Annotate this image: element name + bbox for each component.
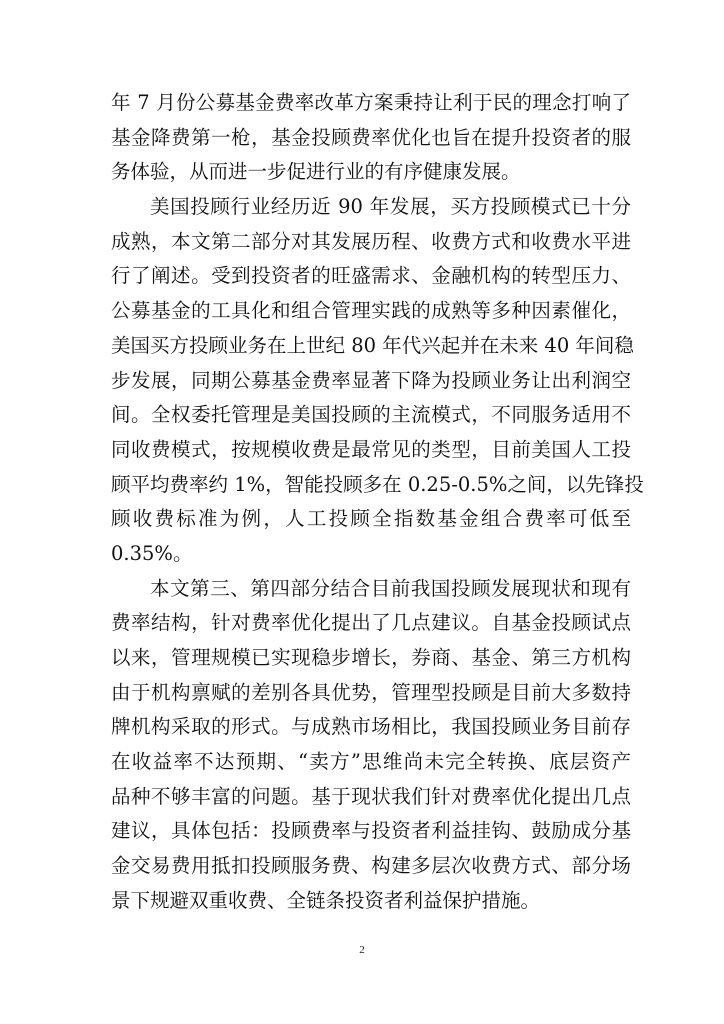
text-line: 成熟，本文第二部分对其发展历程、收费方式和收费水平进 (111, 229, 631, 253)
body-text (111, 86, 644, 919)
text-line: 间。全权委托管理是美国投顾的主流模式，不同服务适用不 (111, 403, 631, 427)
text-line: 以来，管理规模已实现稳步增长，券商、基金、第三方机构 (111, 646, 631, 669)
text-line: 费率结构，针对费率优化提出了几点建议。自基金投顾试点 (111, 611, 631, 635)
text-line: 牌机构采取的形式。与成熟市场相比，我国投顾业务目前存 (111, 715, 631, 739)
page-number: 2 (359, 944, 365, 956)
text-line: 0.35%。 (111, 541, 193, 565)
text-line: 顾收费标准为例，人工投顾全指数基金组合费率可低至 (111, 507, 631, 531)
text-line: 公募基金的工具化和组合管理实践的成熟等多种因素催化， (111, 299, 631, 323)
text-line: 年 7 月份公募基金费率改革方案秉持让利于民的理念打响了 (111, 91, 631, 114)
text-line: 务体验，从而进一步促进行业的有序健康发展。 (111, 160, 521, 184)
text-line: 行了阐述。受到投资者的旺盛需求、金融机构的转型压力、 (111, 264, 631, 288)
text-line: 同收费模式，按规模收费是最常见的类型，目前美国人工投 (111, 437, 631, 461)
text-line: 步发展，同期公募基金费率显著下降为投顾业务让出利润空 (111, 368, 631, 392)
text-line: 景下规避双重收费、全链条投资者利益保护措施。 (111, 888, 541, 912)
text-line: 在收益率不达预期、“卖方”思维尚未完全转换、底层资产 (111, 750, 631, 774)
text-line: 由于机构禀赋的差别各具优势，管理型投顾是目前大多数持 (111, 680, 631, 704)
text-line: 建议，具体包括：投顾费率与投资者利益挂钩、鼓励成分基 (111, 819, 631, 843)
text-line: 本文第三、第四部分结合目前我国投顾发展现状和现有 (150, 576, 631, 600)
text-line: 基金降费第一枪，基金投顾费率优化也旨在提升投资者的服 (111, 125, 631, 149)
text-line: 顾平均费率约 1%，智能投顾多在 0.25-0.5%之间，以先锋投 (111, 472, 644, 496)
text-line: 美国买方投顾业务在上世纪 80 年代兴起并在未来 40 年间稳 (111, 333, 634, 357)
text-line: 美国投顾行业经历近 90 年发展，买方投顾模式已十分 (150, 195, 631, 219)
text-line: 金交易费用抵扣投顾服务费、构建多层次收费方式、部分场 (111, 854, 631, 878)
text-line: 品种不够丰富的问题。基于现状我们针对费率优化提出几点 (111, 784, 631, 808)
